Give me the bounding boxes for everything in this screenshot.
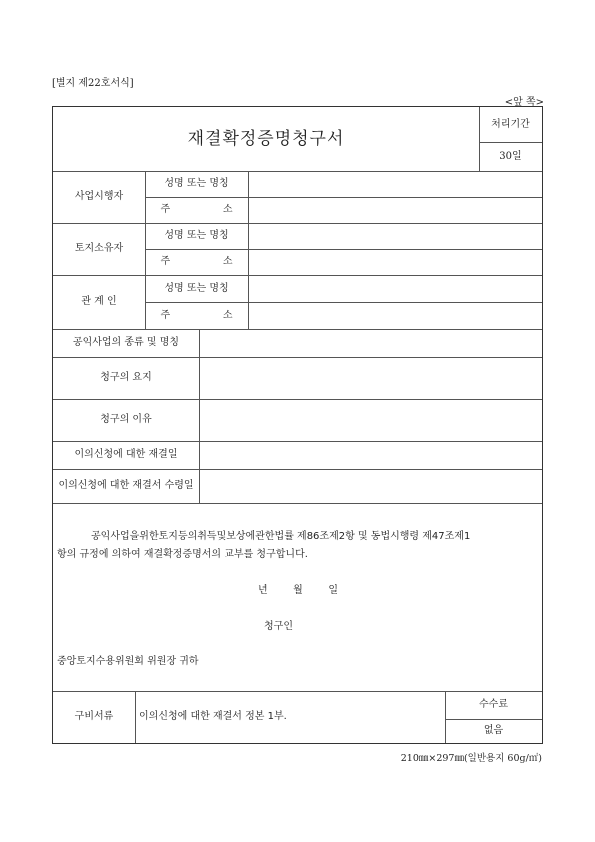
claimant-label: 청구인 xyxy=(264,621,293,632)
address-char: 주 xyxy=(160,256,171,267)
page-side-label: <앞 쪽> xyxy=(504,97,544,108)
party-address-field[interactable] xyxy=(248,302,542,329)
processing-period-label: 처리기간 xyxy=(491,118,530,130)
address-char: 주 xyxy=(160,204,171,215)
party-name-label: 성명 또는 명칭 xyxy=(164,282,229,294)
project-type-field[interactable] xyxy=(199,329,542,357)
party-address-label xyxy=(145,249,248,275)
attachments-content: 이의신청에 대한 재결서 정본 1부. xyxy=(139,711,287,722)
claim-summary-label: 청구의 요지 xyxy=(100,372,152,383)
address-char: 소 xyxy=(222,204,233,215)
party-address-label xyxy=(145,197,248,223)
claim-reason-label: 청구의 이유 xyxy=(100,414,152,425)
recipient-line: 중앙토지수용위원회 위원장 귀하 xyxy=(57,656,199,667)
party-role-landowner: 토지소유자 xyxy=(74,243,124,254)
party-address-label xyxy=(145,302,248,329)
party-role-interested: 관 계 인 xyxy=(81,296,117,307)
objection-decision-date-label: 이의신청에 대한 재결일 xyxy=(74,449,178,460)
claim-reason-field[interactable] xyxy=(199,399,542,441)
statement-line-2: 항의 규정에 의하여 재결확정증명서의 교부를 청구합니다. xyxy=(57,549,308,560)
party-address-field[interactable] xyxy=(248,197,542,223)
decision-receipt-date-label: 이의신청에 대한 재결서 수령일 xyxy=(58,480,194,491)
fee-value: 없음 xyxy=(483,725,504,736)
form-number: [별지 제22호서식] xyxy=(52,78,134,89)
party-name-field[interactable] xyxy=(248,171,542,197)
attachments-label: 구비서류 xyxy=(74,711,114,722)
month-char: 월 xyxy=(293,585,303,596)
form-title: 재결확정증명청구서 xyxy=(187,129,345,149)
party-name-label: 성명 또는 명칭 xyxy=(164,230,229,241)
claim-summary-field[interactable] xyxy=(199,357,542,399)
party-name-field[interactable] xyxy=(248,275,542,302)
party-role-business: 사업시행자 xyxy=(74,191,124,202)
fee-label: 수수료 xyxy=(479,699,508,710)
party-address-field[interactable] xyxy=(248,249,542,275)
statement-line-1: 공익사업을위한토지등의취득및보상에관한법률 제86조제2항 및 동법시행령 제47조제1 xyxy=(91,531,471,542)
day-char: 일 xyxy=(328,585,338,596)
project-type-label: 공익사업의 종류 및 명칭 xyxy=(72,337,180,348)
form-frame xyxy=(52,106,543,744)
divider xyxy=(53,503,542,504)
processing-period-value: 30일 xyxy=(499,150,522,162)
party-name-field[interactable] xyxy=(248,223,542,249)
year-char: 년 xyxy=(258,585,268,596)
objection-decision-date-field[interactable] xyxy=(199,441,542,469)
decision-receipt-date-field[interactable] xyxy=(199,469,542,503)
date-line xyxy=(258,582,338,600)
address-char: 주 xyxy=(160,309,171,321)
address-char: 소 xyxy=(222,256,233,267)
party-name-label: 성명 또는 명칭 xyxy=(164,178,229,189)
paper-size-note: 210㎜×297㎜(일반용지 60g/㎡) xyxy=(400,753,542,764)
address-char: 소 xyxy=(222,309,233,321)
